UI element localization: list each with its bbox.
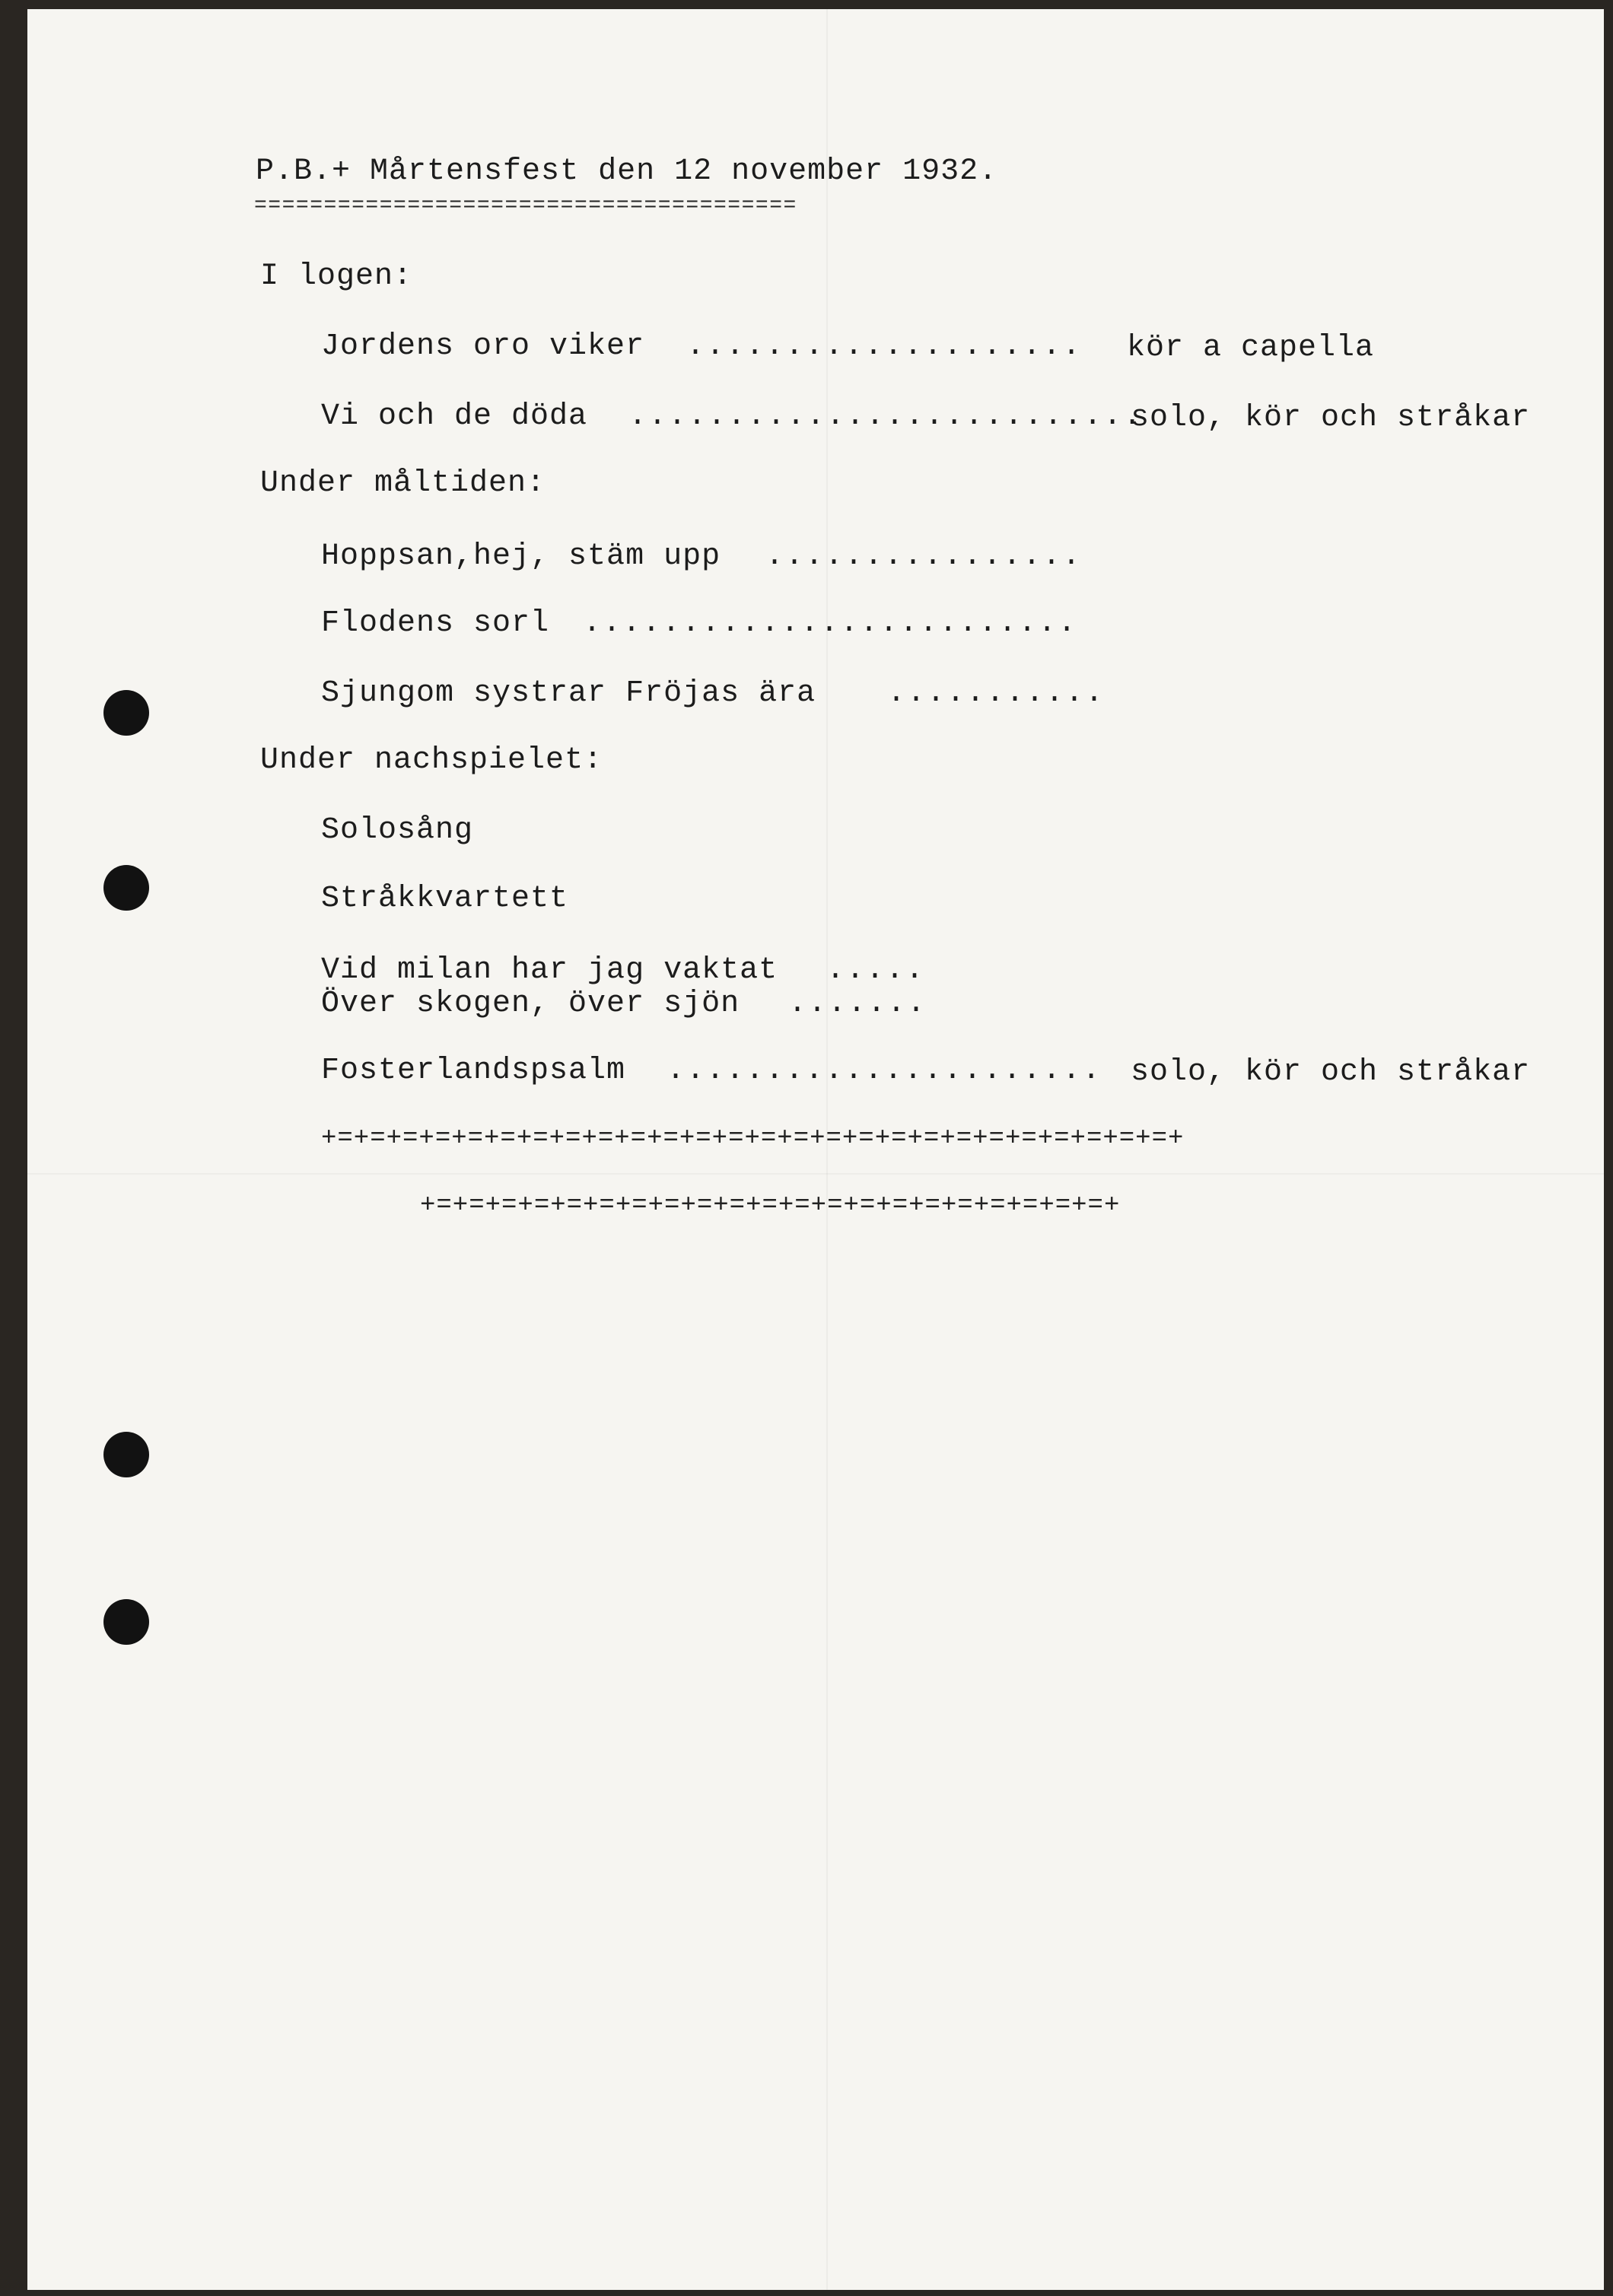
ornament-line: +=+=+=+=+=+=+=+=+=+=+=+=+=+=+=+=+=+=+=+=+=+=+=+=+=+=+ bbox=[321, 1124, 1185, 1153]
punch-hole bbox=[103, 690, 149, 736]
program-item-performer: solo, kör och stråkar bbox=[1131, 1055, 1531, 1089]
title-underline: ======================================= bbox=[254, 194, 797, 218]
dot-leader: .......................... bbox=[628, 399, 1144, 434]
program-item-performer: kör a capella bbox=[1127, 331, 1375, 365]
punch-hole bbox=[103, 1599, 149, 1645]
program-item-title: Hoppsan,hej, stäm upp bbox=[321, 539, 721, 574]
program-item-title: Sjungom systrar Fröjas ära bbox=[321, 676, 816, 711]
document-title: P.B.+ Mårtensfest den 12 november 1932. bbox=[256, 154, 998, 189]
dot-leader: ......................... bbox=[583, 606, 1078, 641]
punch-hole bbox=[103, 865, 149, 911]
dot-leader: ...................... bbox=[667, 1054, 1102, 1088]
program-item-title: Vid milan har jag vaktat bbox=[321, 953, 778, 987]
punch-hole bbox=[103, 1432, 149, 1477]
program-item-title: Flodens sorl bbox=[321, 606, 550, 641]
dot-leader: .................... bbox=[686, 329, 1083, 364]
section-heading-nachspielet: Under nachspielet: bbox=[260, 743, 603, 778]
section-heading-maltiden: Under måltiden: bbox=[260, 466, 546, 501]
program-item-title: Över skogen, över sjön bbox=[321, 987, 740, 1021]
dot-leader: ................ bbox=[765, 539, 1083, 574]
ornament-line: +=+=+=+=+=+=+=+=+=+=+=+=+=+=+=+=+=+=+=+=+=+ bbox=[420, 1191, 1121, 1220]
program-item-title: Stråkkvartett bbox=[321, 882, 569, 916]
paper-sheet bbox=[27, 9, 1604, 2290]
program-item-title: Fosterlandspsalm bbox=[321, 1054, 626, 1088]
program-item-title: Solosång bbox=[321, 813, 474, 847]
dot-leader: ....... bbox=[788, 987, 927, 1021]
program-item-title: Jordens oro viker bbox=[321, 329, 645, 364]
program-item-title: Vi och de döda bbox=[321, 399, 588, 434]
program-item-performer: solo, kör och stråkar bbox=[1131, 401, 1531, 435]
dot-leader: ........... bbox=[887, 676, 1106, 711]
horizontal-fold-crease bbox=[27, 1173, 1604, 1175]
dot-leader: ..... bbox=[826, 953, 926, 987]
section-heading-logen: I logen: bbox=[260, 259, 413, 294]
